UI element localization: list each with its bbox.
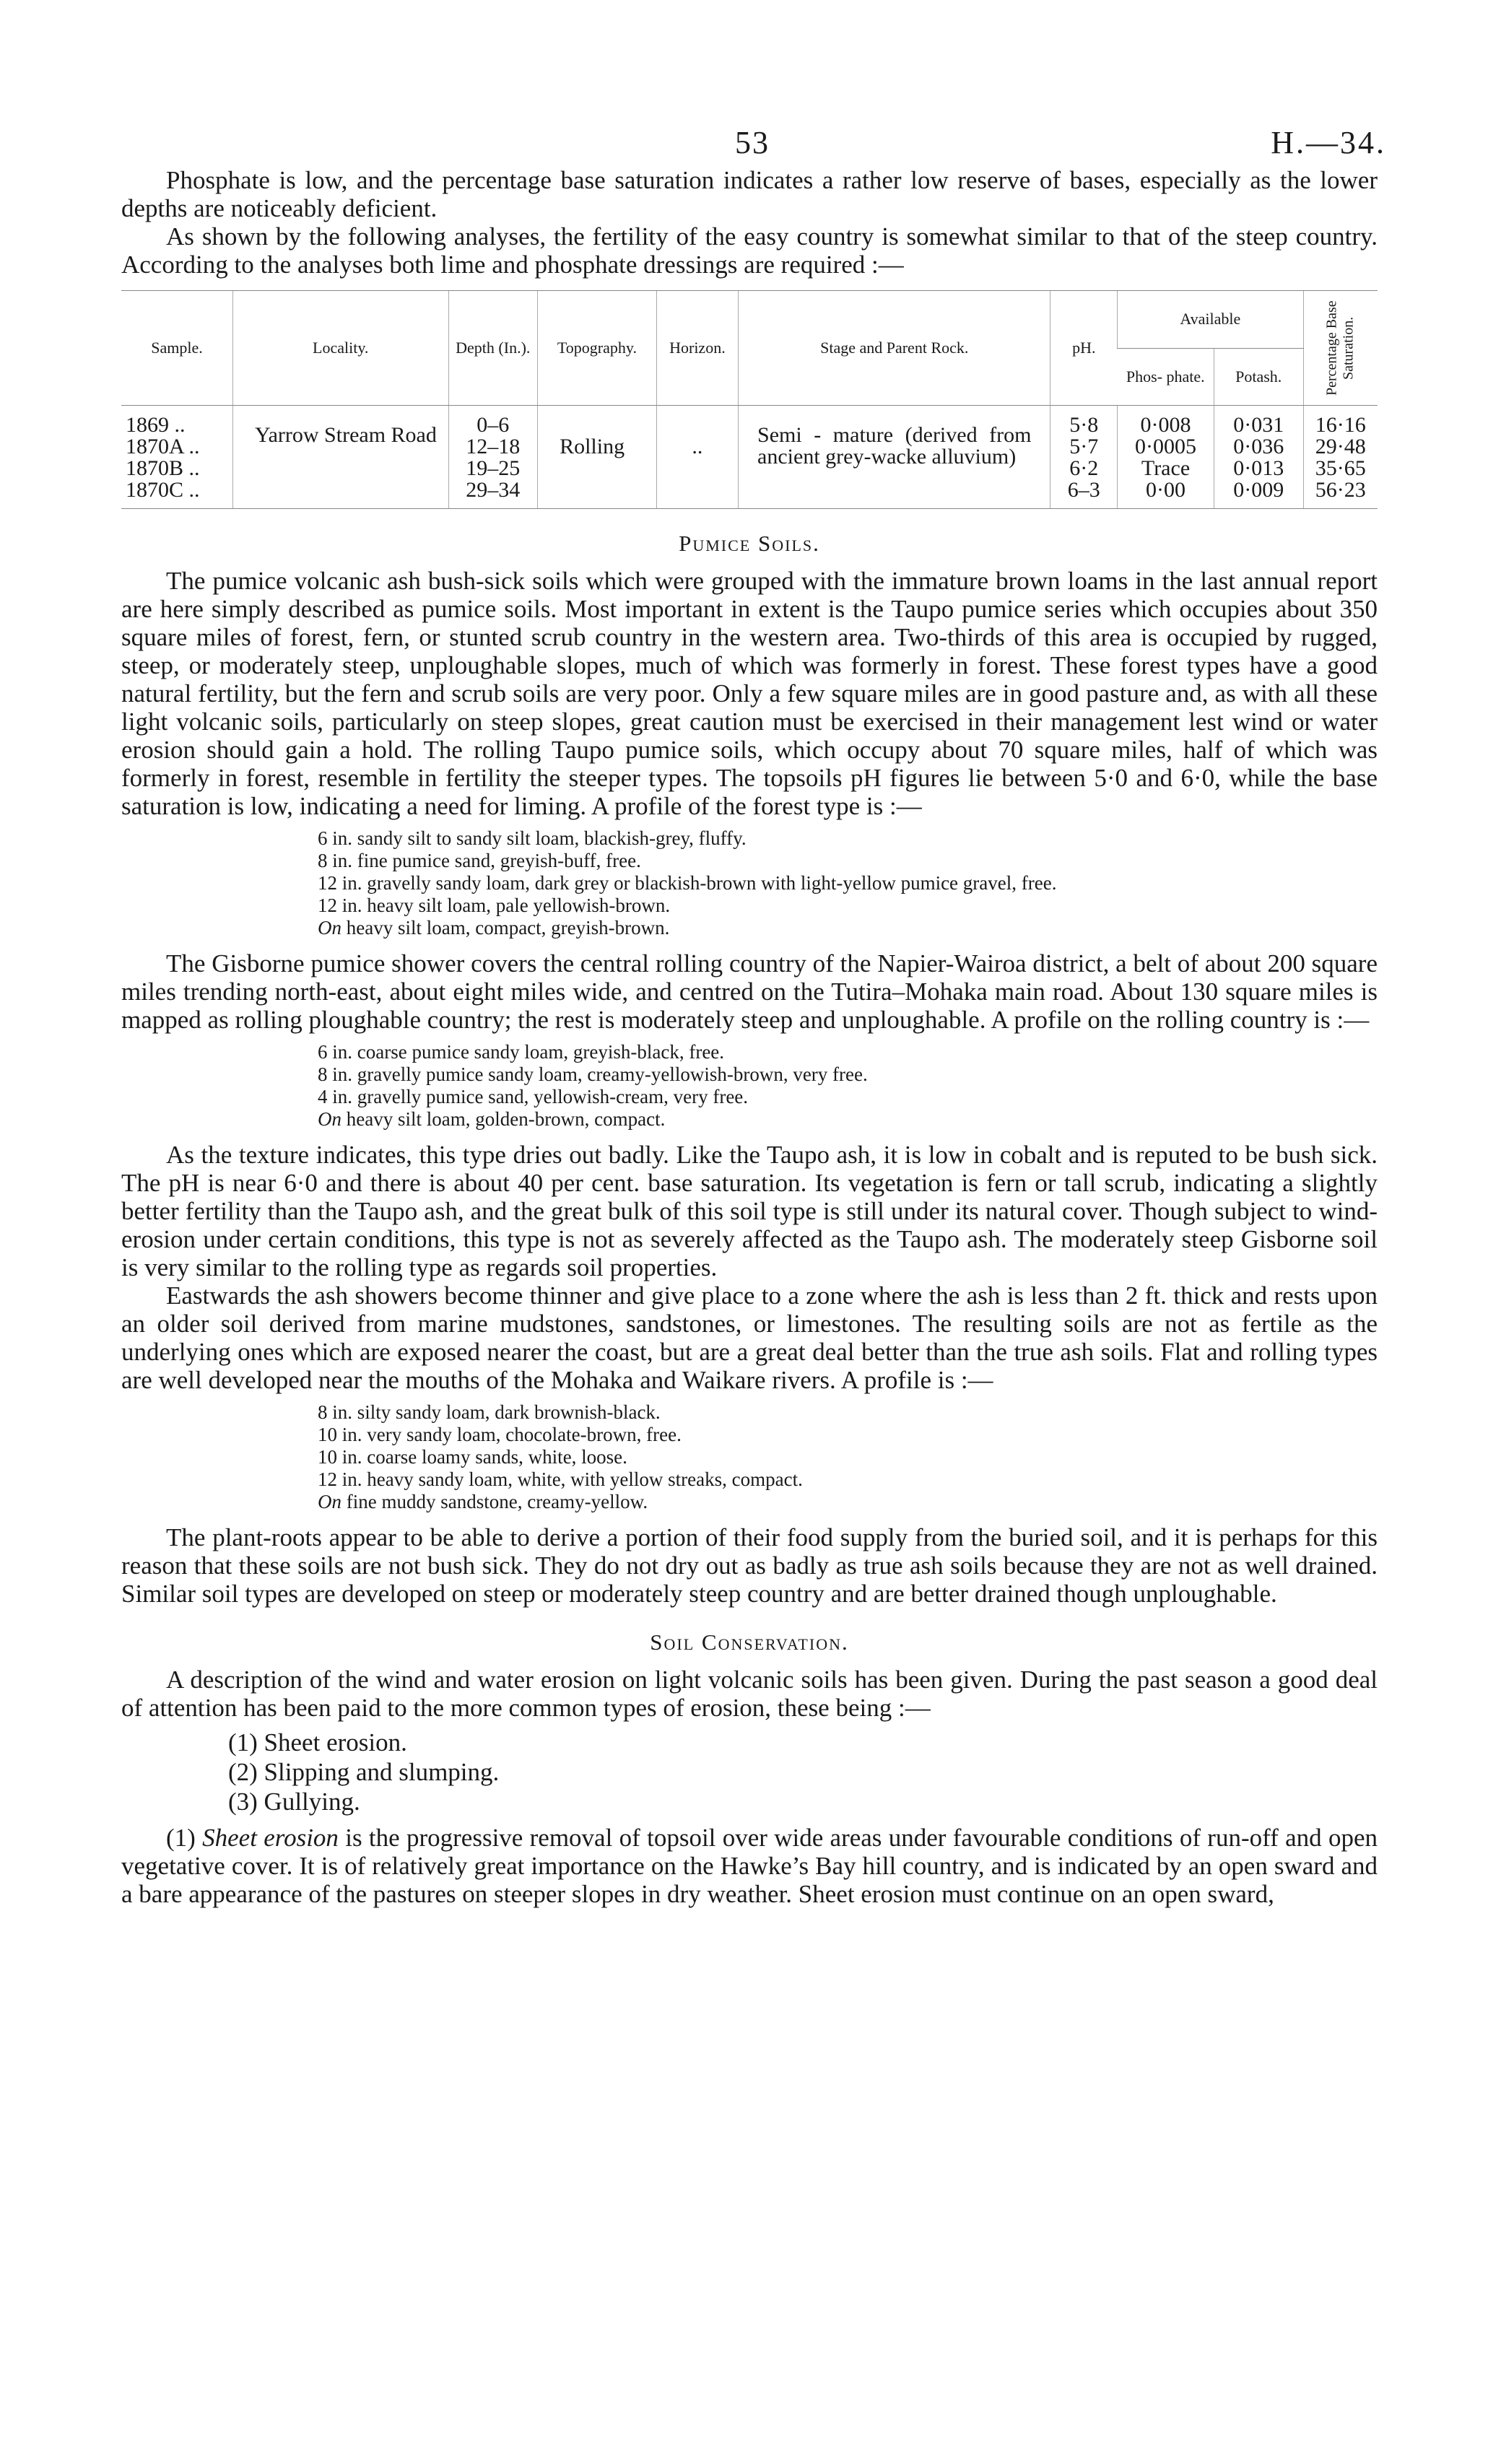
- phosphate-value: 0·008: [1140, 413, 1191, 437]
- horizon-cell: ..: [656, 406, 738, 509]
- profile-on-word: On: [318, 1108, 341, 1130]
- ph-value: 6–3: [1067, 478, 1100, 502]
- depth-value: 12–18: [466, 435, 521, 458]
- sample-id: 1869 ..: [126, 413, 186, 437]
- pumice-paragraph-2: The Gisborne pumice shower covers the central rolling country of the Napier-Wairoa district, a belt of about 200 square miles trending north-east, about eight miles wide, and centred on the Tutira–Mohaka main road. About 130 square miles is mapped as rolling ploughable country; the rest is moderately steep and unploughable. A profile on the rolling country is :—: [121, 949, 1378, 1034]
- phosphate-value: Trace: [1141, 456, 1191, 480]
- header-depth: Depth (In.).: [448, 291, 538, 406]
- potash-cell: [1214, 406, 1303, 509]
- pumice-paragraph-3: As the texture indicates, this type dries out badly. Like the Taupo ash, it is low in cobalt and is reputed to be bush sick. The pH is near 6·0 and there is about 40 per cent. base saturation. Its vegetation is fern or tall scrub, indicating a slightly better fertility than the Taupo ash, and the great bulk of this soil type is still under its natural cover. Though subject to wind-erosion under certain conditions, this type is not as severely affected as the Taupo ash. The moderately steep Gisborne soil is very similar to the rolling type as regards soil properties.: [121, 1141, 1378, 1281]
- profile-line: 6 in. coarse pumice sandy loam, greyish-black, free.: [318, 1041, 725, 1063]
- profile-line: 10 in. coarse loamy sands, white, loose.: [318, 1446, 627, 1468]
- profile-line-base: [318, 1108, 1378, 1131]
- soil-profile-forest: [318, 827, 1378, 939]
- base-saturation-value: 29·48: [1315, 435, 1366, 458]
- profile-line: 8 in. gravelly pumice sandy loam, creamy-yellowish-brown, very free.: [318, 1063, 868, 1085]
- potash-value: 0·009: [1233, 478, 1284, 502]
- page-header: [121, 108, 1386, 166]
- erosion-types-list: [228, 1728, 1378, 1816]
- list-item: (2) Slipping and slumping.: [228, 1758, 500, 1786]
- sample-id: 1870C ..: [126, 478, 200, 502]
- paragraph-text: is the progressive removal of topsoil over wide areas under favourable conditions of run-off and open vegetative cover. It is of relatively great importance on the Hawke’s Bay hill country, and is indicated by an open sward and a bare appearance of the pastures on steeper slopes in dry weather. Sheet erosion must continue on an open sward,: [121, 1824, 1378, 1908]
- page-number: 53: [735, 125, 770, 160]
- stage-cell: Semi - mature (derived from ancient grey-wacke alluvium): [739, 406, 1050, 509]
- profile-base-text: heavy silt loam, golden-brown, compact.: [341, 1108, 666, 1130]
- profile-line: 12 in. heavy silt loam, pale yellowish-brown.: [318, 894, 671, 916]
- depth-value: 29–34: [466, 478, 521, 502]
- sample-id: 1870A ..: [126, 435, 200, 458]
- sample-id: 1870B ..: [126, 456, 200, 480]
- profile-line: 8 in. silty sandy loam, dark brownish-black.: [318, 1401, 661, 1423]
- ph-value: 5·7: [1069, 435, 1099, 458]
- header-available: Available: [1118, 291, 1303, 349]
- soil-profile-eastern: [318, 1401, 1378, 1513]
- conservation-paragraph-2: [121, 1824, 1378, 1908]
- list-item: (1) Sheet erosion.: [228, 1728, 407, 1756]
- profile-line-base: [318, 1491, 1378, 1513]
- header-base-saturation: Percentage Base Saturation.: [1303, 291, 1378, 406]
- locality-cell: Yarrow Stream Road: [232, 406, 448, 509]
- intro-paragraph-1: Phosphate is low, and the percentage base saturation indicates a rather low reserve of bases, especially as the lower depths are noticeably deficient.: [121, 166, 1378, 222]
- phosphate-value: 0·0005: [1135, 435, 1197, 458]
- header-ph: pH.: [1050, 291, 1118, 406]
- table-row: [121, 406, 1378, 509]
- ph-cell: [1050, 406, 1118, 509]
- header-phosphate: Phos- phate.: [1118, 348, 1214, 406]
- potash-value: 0·013: [1233, 456, 1284, 480]
- profile-on-word: On: [318, 1491, 341, 1512]
- header-topography: Topography.: [538, 291, 657, 406]
- profile-line: 8 in. fine pumice sand, greyish-buff, free.: [318, 850, 641, 871]
- base-saturation-value: 56·23: [1315, 478, 1366, 502]
- profile-line-base: [318, 917, 1378, 939]
- sheet-erosion-term: Sheet erosion: [202, 1824, 339, 1852]
- potash-value: 0·031: [1233, 413, 1284, 437]
- document-reference: H.—34.: [1271, 125, 1386, 160]
- phosphate-cell: [1118, 406, 1214, 509]
- pumice-paragraph-4: Eastwards the ash showers become thinner and give place to a zone where the ash is less than 2 ft. thick and rests upon an older soil derived from marine mudstones, sandstones, or limestones. The resulting soils are not as fertile as the underlying ones which are exposed nearer the coast, but are a great deal better than the true ash soils. Flat and rolling types are well developed near the mouths of the Mohaka and Waikare rivers. A profile is :—: [121, 1281, 1378, 1394]
- sample-cell: [121, 406, 232, 509]
- profile-line: 6 in. sandy silt to sandy silt loam, blackish-grey, fluffy.: [318, 827, 747, 849]
- list-item: (3) Gullying.: [228, 1788, 360, 1816]
- header-locality: Locality.: [232, 291, 448, 406]
- header-horizon: Horizon.: [656, 291, 738, 406]
- depth-cell: [448, 406, 538, 509]
- profile-base-text: fine muddy sandstone, creamy-yellow.: [341, 1491, 648, 1512]
- soil-analysis-table: [121, 290, 1378, 509]
- section-heading-soil-conservation: Soil Conservation.: [650, 1629, 849, 1655]
- intro-paragraph-2: As shown by the following analyses, the fertility of the easy country is somewhat similar to that of the steep country. According to the analyses both lime and phosphate dressings are required :—: [121, 222, 1378, 279]
- profile-line: 12 in. heavy sandy loam, white, with yellow streaks, compact.: [318, 1468, 803, 1490]
- conservation-paragraph-1: A description of the wind and water erosion on light volcanic soils has been given. During the past season a good deal of attention has been paid to the more common types of erosion, these being :—: [121, 1666, 1378, 1722]
- header-potash: Potash.: [1214, 348, 1303, 406]
- depth-value: 19–25: [466, 456, 521, 480]
- topography-cell: Rolling: [538, 406, 657, 509]
- pumice-paragraph-1: The pumice volcanic ash bush-sick soils which were grouped with the immature brown loams in the last annual report are here simply described as pumice soils. Most important in extent is the Taupo pumice series which occupies about 350 square miles of forest, fern, or stunted scrub country in the western area. Two-thirds of this area is occupied by rugged, steep, or moderately steep, unploughable slopes, much of which was formerly in forest. These forest types have a good natural fertility, but the fern and scrub soils are very poor. Only a few square miles are in good pasture and, as with all these light volcanic soils, particularly on steep slopes, great caution must be exercised in their management lest wind or water erosion should gain a hold. The rolling Taupo pumice soils, which occupy about 70 square miles, half of which was formerly in forest, resemble in fertility the steeper types. The topsoils pH figures lie between 5·0 and 6·0, while the base saturation is low, indicating a need for liming. A profile of the forest type is :—: [121, 567, 1378, 820]
- profile-line: 12 in. gravelly sandy loam, dark grey or blackish-brown with light-yellow pumice gravel, free.: [318, 872, 1057, 894]
- ph-value: 6·2: [1069, 456, 1099, 480]
- soil-profile-rolling: [318, 1041, 1378, 1131]
- header-stage: Stage and Parent Rock.: [739, 291, 1050, 406]
- depth-value: 0–6: [477, 413, 510, 437]
- pumice-paragraph-5: The plant-roots appear to be able to derive a portion of their food supply from the buried soil, and it is perhaps for this reason that these soils are not bush sick. They do not dry out as badly as true ash soils because they are not as well drained. Similar soil types are developed on steep or moderately steep country and are better drained though unploughable.: [121, 1523, 1378, 1608]
- profile-line: 4 in. gravelly pumice sand, yellowish-cream, very free.: [318, 1086, 749, 1107]
- page: [121, 108, 1386, 1908]
- base-saturation-cell: [1303, 406, 1378, 509]
- ph-value: 5·8: [1069, 413, 1099, 437]
- profile-base-text: heavy silt loam, compact, greyish-brown.: [341, 917, 670, 939]
- profile-on-word: On: [318, 917, 341, 939]
- section-heading-pumice-soils: Pumice Soils.: [679, 531, 820, 556]
- paragraph-number: (1): [166, 1824, 203, 1852]
- profile-line: 10 in. very sandy loam, chocolate-brown, free.: [318, 1424, 682, 1445]
- phosphate-value: 0·00: [1146, 478, 1186, 502]
- potash-value: 0·036: [1233, 435, 1284, 458]
- base-saturation-value: 16·16: [1315, 413, 1366, 437]
- base-saturation-value: 35·65: [1315, 456, 1366, 480]
- header-sample: Sample.: [121, 291, 232, 406]
